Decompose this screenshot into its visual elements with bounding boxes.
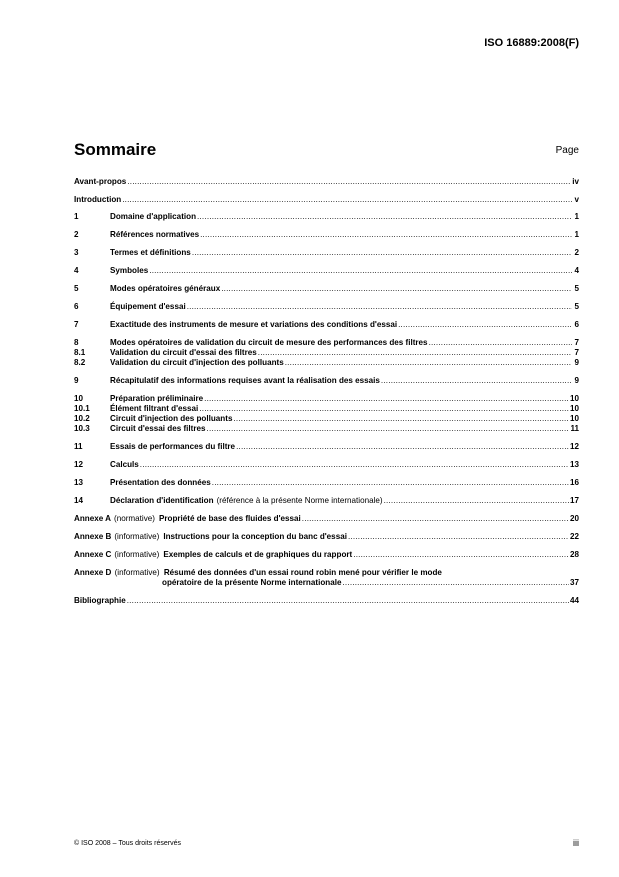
- dot-leader: [221, 284, 572, 294]
- toc-entry-10-1[interactable]: [74, 404, 579, 414]
- toc-entry-annex-a[interactable]: [74, 514, 579, 524]
- toc-entry-8[interactable]: [74, 338, 579, 348]
- toc-entry-label-continued: opératoire de la présente Norme internationale: [162, 578, 342, 587]
- dot-leader: [187, 302, 572, 312]
- toc-entry-avant-propos[interactable]: [74, 177, 579, 187]
- toc-entry-label: Élément filtrant d'essai: [110, 404, 199, 413]
- toc-entry-label: Déclaration d'identification: [110, 496, 214, 505]
- toc-entry-page: 1: [574, 212, 579, 221]
- annex-prefix: Annexe C: [74, 550, 112, 559]
- annex-prefix: Annexe B: [74, 532, 112, 541]
- toc-entry-10[interactable]: [74, 394, 579, 404]
- footer-copyright: © ISO 2008 – Tous droits réservés: [74, 840, 181, 847]
- toc-entry-label: Circuit d'injection des polluants: [110, 414, 233, 423]
- toc-entry-page: v: [574, 195, 579, 204]
- toc-entry-number: 10: [74, 394, 84, 403]
- toc-entry-note: (référence à la présente Norme internationale): [216, 496, 383, 505]
- toc-entry-page: 9: [574, 376, 579, 385]
- toc-entry-label: Exactitude des instruments de mesure et variations des conditions d'essai: [110, 320, 398, 329]
- toc-entry-2[interactable]: [74, 230, 579, 240]
- dot-leader: [197, 212, 572, 222]
- toc-entry-number: 8.1: [74, 348, 86, 357]
- toc-entry-label: Calculs: [110, 460, 139, 469]
- toc-entry-page: 1: [574, 230, 579, 239]
- toc-entry-page: 13: [569, 460, 579, 469]
- toc-entry-page: 9: [574, 358, 579, 367]
- toc-entry-14[interactable]: [74, 496, 579, 506]
- toc-entry-label: Essais de performances du filtre: [110, 442, 236, 451]
- toc-entry-page: 6: [574, 320, 579, 329]
- toc-entry-number: 4: [74, 266, 79, 275]
- annex-prefix: Annexe A: [74, 514, 112, 523]
- toc-entry-label: Exemples de calculs et de graphiques du rapport: [163, 550, 353, 559]
- annex-prefix: Annexe D: [74, 568, 112, 577]
- toc-entry-label: Préparation préliminaire: [110, 394, 204, 403]
- toc-entry-label: Résumé des données d'un essai round robin mené pour vérifier le mode: [163, 568, 442, 577]
- toc-entry-label: Domaine d'application: [110, 212, 197, 221]
- toc-entry-number: 7: [74, 320, 79, 329]
- toc-entry-label: Validation du circuit d'essai des filtres: [110, 348, 257, 357]
- toc-entry-page: 7: [574, 338, 579, 347]
- dot-leader: [122, 195, 572, 205]
- toc-title-row: [74, 136, 579, 160]
- toc-entry-label: Instructions pour la conception du banc d'essai: [163, 532, 347, 541]
- toc-entry-label: Récapitulatif des informations requises avant la réalisation des essais: [110, 376, 380, 385]
- toc-entry-number: 8.2: [74, 358, 86, 367]
- toc-entry-number: 2: [74, 230, 79, 239]
- dot-leader: [285, 358, 572, 368]
- toc-entry-number: 12: [74, 460, 84, 469]
- toc-entry-number: 10.2: [74, 414, 90, 423]
- toc-entry-bibliographie[interactable]: [74, 596, 579, 606]
- dot-leader: [192, 248, 572, 258]
- toc-entry-label: Validation du circuit d'injection des polluants: [110, 358, 284, 367]
- toc-entry-number: 11: [74, 442, 83, 451]
- toc-entry-page: 10: [569, 404, 579, 413]
- dot-leader: [127, 177, 571, 187]
- toc-entry-number: 10.1: [74, 404, 90, 413]
- toc-entry-label: Introduction: [74, 195, 122, 204]
- toc-entry-number: 14: [74, 496, 84, 505]
- annex-d-line-1: [74, 568, 579, 578]
- table-of-contents: [74, 177, 579, 606]
- dot-leader: [233, 414, 569, 424]
- toc-entry-8-2[interactable]: [74, 358, 579, 368]
- toc-entry-9[interactable]: [74, 376, 579, 386]
- toc-entry-10-2[interactable]: [74, 414, 579, 424]
- annex-kind: (informative): [114, 532, 160, 541]
- toc-entry-10-3[interactable]: [74, 424, 579, 434]
- annex-kind: (normative): [114, 514, 155, 523]
- toc-entry-number: 10.3: [74, 424, 90, 433]
- toc-entry-3[interactable]: [74, 248, 579, 258]
- toc-entry-page: 11: [570, 424, 579, 433]
- dot-leader: [212, 478, 569, 488]
- toc-entry-page: 22: [569, 532, 579, 541]
- toc-entry-label: Symboles: [110, 266, 149, 275]
- toc-entry-label: Équipement d'essai: [110, 302, 186, 311]
- toc-entry-number: 9: [74, 376, 79, 385]
- dot-leader: [348, 532, 569, 542]
- toc-entry-annex-b[interactable]: [74, 532, 579, 542]
- toc-entry-page: 4: [574, 266, 579, 275]
- dot-leader: [353, 550, 569, 560]
- dot-leader: [200, 230, 572, 240]
- toc-entry-13[interactable]: [74, 478, 579, 488]
- toc-entry-number: 13: [74, 478, 84, 487]
- toc-entry-page: 2: [574, 248, 579, 257]
- toc-entry-page: 10: [569, 414, 579, 423]
- toc-entry-annex-d[interactable]: [74, 568, 579, 588]
- annex-kind: (informative): [114, 568, 160, 577]
- toc-entry-annex-c[interactable]: [74, 550, 579, 560]
- toc-entry-label: Modes opératoires généraux: [110, 284, 221, 293]
- toc-entry-page: 17: [569, 496, 579, 505]
- toc-entry-page: 12: [569, 442, 579, 451]
- toc-entry-number: 1: [74, 212, 79, 221]
- toc-entry-page: 10: [569, 394, 579, 403]
- footer-page-number: iii: [573, 838, 579, 848]
- toc-entry-introduction[interactable]: [74, 195, 579, 205]
- dot-leader: [398, 320, 572, 330]
- document-standard-number: ISO 16889:2008(F): [484, 37, 579, 49]
- toc-entry-page: 5: [574, 284, 579, 293]
- dot-leader: [236, 442, 569, 452]
- toc-entry-12[interactable]: [74, 460, 579, 470]
- toc-entry-6[interactable]: [74, 302, 579, 312]
- annex-kind: (informative): [114, 550, 160, 559]
- toc-entry-page: 7: [574, 348, 579, 357]
- dot-leader: [199, 404, 569, 414]
- dot-leader: [207, 424, 570, 434]
- toc-entry-label: Présentation des données: [110, 478, 211, 487]
- toc-entry-label: Références normatives: [110, 230, 200, 239]
- toc-entry-page: 28: [569, 550, 579, 559]
- toc-entry-page: 20: [569, 514, 579, 523]
- page-title: Sommaire: [74, 140, 157, 159]
- dot-leader: [204, 394, 569, 404]
- toc-entry-label: Circuit d'essai des filtres: [110, 424, 206, 433]
- toc-entry-label: Avant-propos: [74, 177, 127, 186]
- toc-entry-page: 16: [569, 478, 579, 487]
- toc-entry-page: 37: [569, 578, 579, 587]
- toc-entry-label: Bibliographie: [74, 596, 126, 605]
- toc-entry-1[interactable]: [74, 212, 579, 222]
- toc-entry-5[interactable]: [74, 284, 579, 294]
- dot-leader: [258, 348, 572, 358]
- dot-leader: [384, 496, 569, 506]
- toc-entry-4[interactable]: [74, 266, 579, 276]
- dot-leader: [381, 376, 572, 386]
- toc-entry-7[interactable]: [74, 320, 579, 330]
- dot-leader: [149, 266, 572, 276]
- page-column-label: Page: [555, 145, 579, 156]
- toc-entry-page: 44: [569, 596, 579, 605]
- toc-entry-11[interactable]: [74, 442, 579, 452]
- toc-entry-number: 3: [74, 248, 79, 257]
- toc-entry-number: 8: [74, 338, 79, 347]
- toc-entry-8-1[interactable]: [74, 348, 579, 358]
- dot-leader: [127, 596, 569, 606]
- toc-entry-label: Modes opératoires de validation du circuit de mesure des performances des filtres: [110, 338, 428, 347]
- dot-leader: [140, 460, 569, 470]
- toc-entry-number: 6: [74, 302, 79, 311]
- toc-entry-label: Termes et définitions: [110, 248, 191, 257]
- dot-leader: [342, 578, 569, 588]
- toc-entry-page: iv: [572, 177, 579, 186]
- annex-d-line-2: [74, 578, 579, 588]
- dot-leader: [302, 514, 569, 524]
- toc-entry-number: 5: [74, 284, 79, 293]
- toc-entry-page: 5: [574, 302, 579, 311]
- dot-leader: [429, 338, 572, 348]
- toc-entry-label: Propriété de base des fluides d'essai: [158, 514, 301, 523]
